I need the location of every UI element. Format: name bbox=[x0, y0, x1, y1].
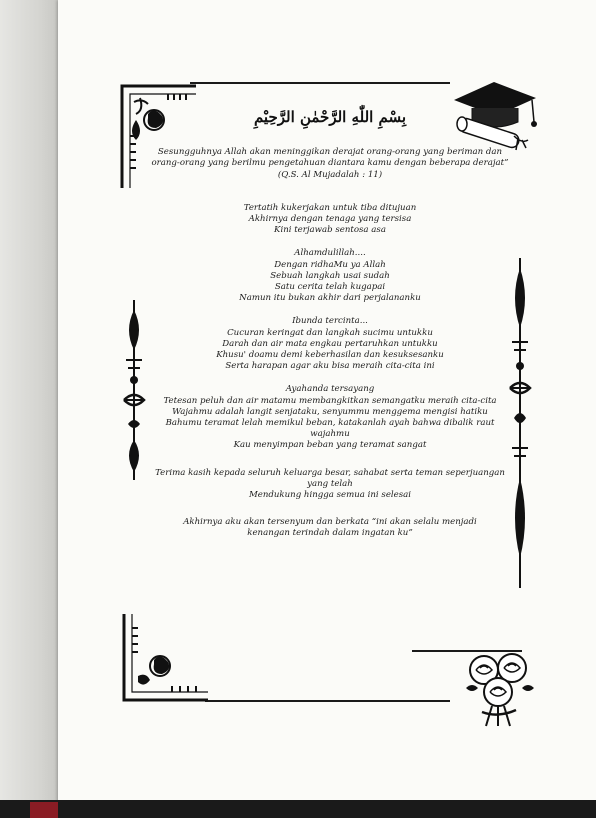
scan-margin bbox=[0, 0, 58, 818]
quote-line: Sesungguhnya Allah akan meninggikan derajat orang-orang yang beriman dan bbox=[157, 147, 503, 158]
frame-top-line bbox=[190, 82, 450, 84]
poem-line: Terima kasih kepada seluruh keluarga besar, sahabat serta teman seperjuangan yang telah bbox=[155, 467, 505, 489]
poem-line: Ayahanda tersayang bbox=[285, 384, 375, 395]
poem-line: Satu cerita telah kugapai bbox=[274, 282, 386, 293]
poem-line: Sebuah langkah usai sudah bbox=[270, 270, 390, 281]
scan-bottom-edge bbox=[0, 800, 596, 818]
corner-ornament-icon bbox=[120, 614, 210, 706]
poem-stanza bbox=[150, 248, 510, 304]
poem-stanza bbox=[150, 517, 510, 539]
poem-line: Akhirnya dengan tenaga yang tersisa bbox=[248, 214, 412, 225]
side-scroll-ornament-icon bbox=[122, 300, 146, 480]
poem-stanza bbox=[150, 468, 510, 502]
basmalah-heading: بِسْمِ اللّٰهِ الرَّحْمٰنِ الرَّحِيْمِ bbox=[253, 108, 407, 126]
poem-line: Wajahmu adalah langit senjataku, senyummu menggema mengisi hatiku bbox=[172, 406, 488, 417]
poem-stanza bbox=[150, 384, 510, 451]
side-scroll-ornament-icon bbox=[508, 258, 532, 588]
poem-line: Kau menyimpan beban yang teramat sangat bbox=[233, 440, 427, 451]
poem-line: kenangan terindah dalam ingatan ku” bbox=[247, 528, 413, 539]
poem-line: Bahumu teramat lelah memikul beban, katakanlah ayah bahwa dibalik raut wajahmu bbox=[165, 418, 495, 440]
frame-bottom-line bbox=[205, 700, 450, 702]
poem-line: Cucuran keringat dan langkah sucimu untukku bbox=[227, 327, 433, 338]
quote-line: orang-orang yang berilmu pengetahuan diantara kamu dengan beberapa derajat” bbox=[151, 158, 509, 169]
scan-bottom-red-mark bbox=[30, 802, 58, 818]
document-content bbox=[150, 108, 510, 552]
poem-line: Ibunda tercinta... bbox=[292, 316, 368, 327]
rose-bouquet-icon bbox=[458, 648, 542, 728]
poem-line: Alhamdulillah.... bbox=[294, 248, 366, 259]
quran-quote bbox=[150, 147, 510, 181]
poem-stanza bbox=[150, 203, 510, 237]
poem-line: Serta harapan agar aku bisa meraih cita-cita ini bbox=[225, 361, 435, 372]
quote-source: (Q.S. Al Mujadalah : 11) bbox=[277, 169, 383, 180]
poem-line: Darah dan air mata engkau pertaruhkan untukku bbox=[222, 338, 438, 349]
poem-line: Tetesan peluh dan air matamu membangkitkan semangatku meraih cita-cita bbox=[163, 395, 497, 406]
poem-stanza bbox=[150, 316, 510, 372]
poem-line: Tertatih kukerjakan untuk tiba ditujuan bbox=[243, 202, 417, 213]
poem-line: Mendukung hingga semua ini selesai bbox=[248, 490, 412, 501]
poem-line: Dengan ridhaMu ya Allah bbox=[274, 259, 386, 270]
poem-line: Namun itu bukan akhir dari perjalananku bbox=[239, 293, 421, 304]
poem-line: Akhirnya aku akan tersenyum dan berkata “ini akan selalu menjadi bbox=[183, 517, 477, 528]
poem-line: Khusu' doamu demi keberhasilan dan kesuksesanku bbox=[216, 350, 444, 361]
poem-line: Kini terjawab sentosa asa bbox=[274, 225, 386, 236]
